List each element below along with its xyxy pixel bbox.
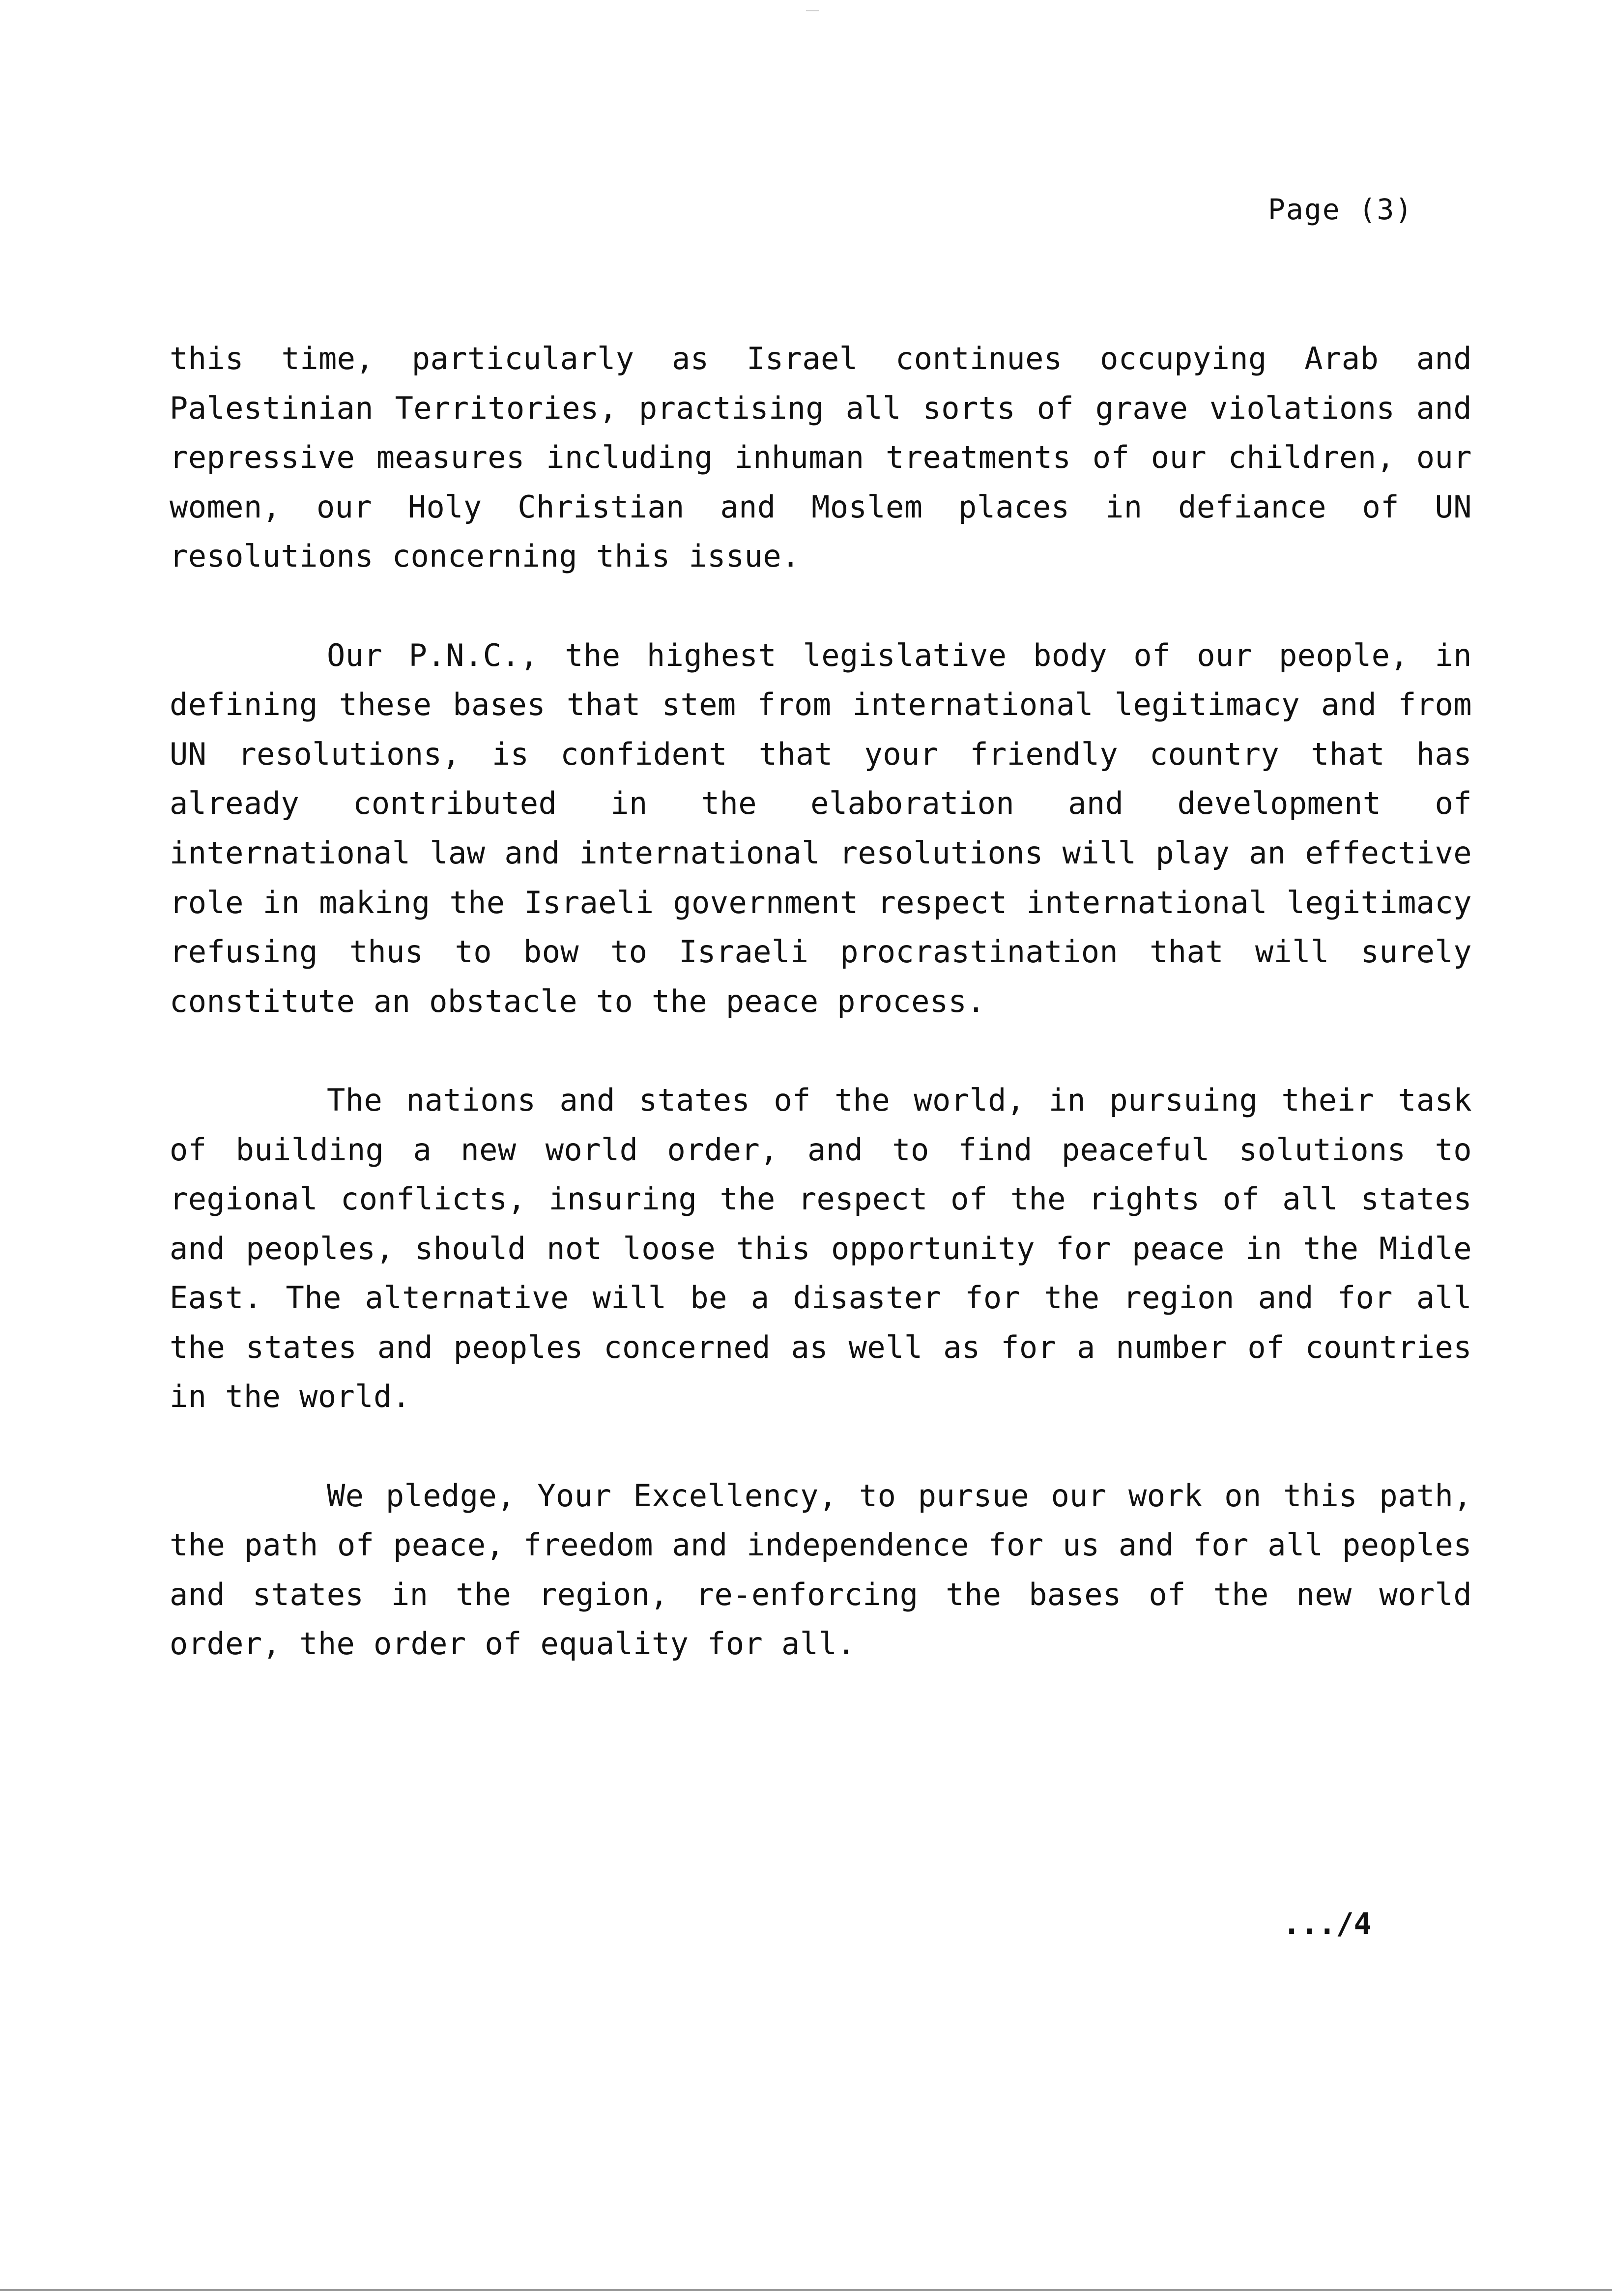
letter-body [170,334,1472,1719]
continuation-marker: .../4 [1283,1907,1372,1941]
paragraph-continuation: this time, particularly as Israel continues occupying Arab and Palestinian Territories, practising all sorts of grave violations and repressive measures including inhuman treatments of our children, our women, our Holy Christian and Moslem places in defiance of UN resolutions concerning this issue. [170,341,1472,574]
paragraph-nations: The nations and states of the world, in pursuing their task of building a new world order, and to find peaceful solutions to regional conflicts, insuring the respect of the rights of all states and peoples, should not loose this opportunity for peace in the Midle East. The alternative will be a disaster for the region and for all the states and peoples concerned as well as for a number of countries in the world. [170,1082,1472,1415]
scan-mark [806,10,819,11]
scan-edge-line [0,2289,1612,2291]
paragraph-pledge: We pledge, Your Excellency, to pursue our work on this path, the path of peace, freedom and independence for us and for all peoples and states in the region, re-enforcing the bases of the new world order, the order of equality for all. [170,1477,1472,1662]
page-number-label: Page (3) [1268,193,1413,226]
paragraph-pnc: Our P.N.C., the highest legislative body of our people, in defining these bases that stem from international legitimacy and from UN resolutions, is confident that your friendly country that has already contributed in the elaboration and development of international law and international resolutions will play an effective role in making the Israeli government respect international legitimacy refusing thus to bow to Israeli procrastination that will surely constitute an obstacle to the peace process. [170,637,1472,1019]
